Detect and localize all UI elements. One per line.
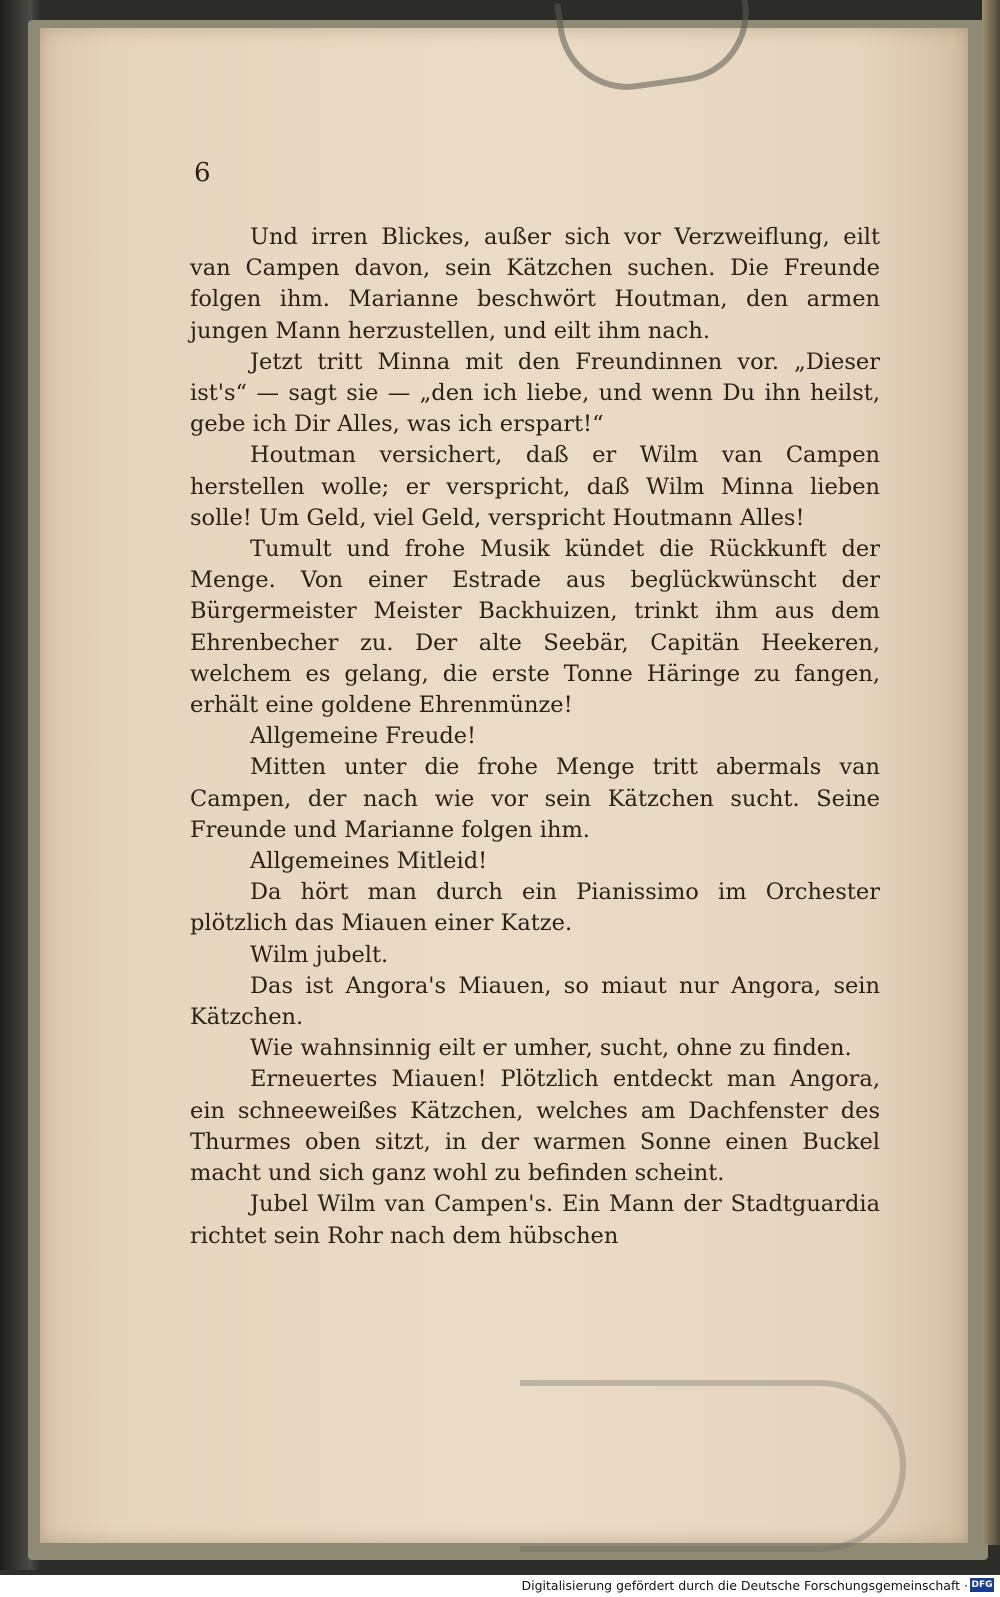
paragraph: Houtman versichert, daß er Wilm van Campen herstellen wolle; er verspricht, daß Wilm Minna lieben solle! Um Geld, viel Geld, verspricht Houtmann Alles!: [190, 442, 880, 531]
paragraph: Wie wahnsinnig eilt er umher, sucht, ohne zu finden.: [250, 1035, 852, 1062]
paragraph: Tumult und frohe Musik kündet die Rückkunft der Menge. Von einer Estrade aus beglückwünscht der Bürgermeister Meister Backhuizen, trinkt ihm aus dem Ehrenbecher zu. Der alte Seebär, Capitän Heekeren, welchem es gelang, die erste Tonne Häringe zu fangen, erhält eine goldene Ehrenmünze!: [190, 536, 880, 719]
paragraph: Das ist Angora's Miauen, so miaut nur Angora, sein Kätzchen.: [190, 972, 880, 1031]
paragraph: Und irren Blickes, außer sich vor Verzweiflung, eilt van Campen davon, sein Kätzchen suchen. Die Freunde folgen ihm. Marianne beschwört Houtman, den armen jungen Mann herzustellen, und eilt ihm nach.: [190, 224, 880, 344]
paragraph: Allgemeine Freude!: [250, 723, 477, 750]
page-text: [190, 222, 880, 1252]
paragraph: Allgemeines Mitleid!: [250, 848, 488, 875]
dfg-logo-icon: DFG: [971, 1580, 993, 1590]
paragraph: Jetzt tritt Minna mit den Freundinnen vor. „Dieser ist's“ — sagt sie — „den ich liebe, und wenn Du ihn heilst, gebe ich Dir Alles, was ich erspart!“: [190, 348, 880, 438]
funding-credit: Digitalisierung gefördert durch die Deutsche Forschungsgemeinschaft ·: [521, 1578, 968, 1593]
page-gutter: [982, 0, 1000, 1545]
page-number: 6: [194, 158, 211, 188]
paper-clip-bottom: [520, 1380, 906, 1552]
paragraph: Erneuertes Miauen! Plötzlich entdeckt man Angora, ein schneeweißes Kätzchen, welches am Dachfenster des Thurmes oben sitzt, in der warmen Sonne einen Buckel macht und sich ganz wohl zu befinden scheint.: [190, 1066, 880, 1187]
paragraph: Mitten unter die frohe Menge tritt abermals van Campen, der nach wie vor sein Kätzchen sucht. Seine Freunde und Marianne folgen ihm.: [190, 754, 880, 843]
paragraph: Jubel Wilm van Campen's. Ein Mann der Stadtguardia richtet sein Rohr nach dem hübschen: [190, 1191, 880, 1249]
paragraph: Wilm jubelt.: [250, 941, 389, 968]
footer-bar: [0, 1575, 1000, 1597]
paragraph: Da hört man durch ein Pianissimo im Orchester plötzlich das Miauen einer Katze.: [190, 879, 880, 937]
